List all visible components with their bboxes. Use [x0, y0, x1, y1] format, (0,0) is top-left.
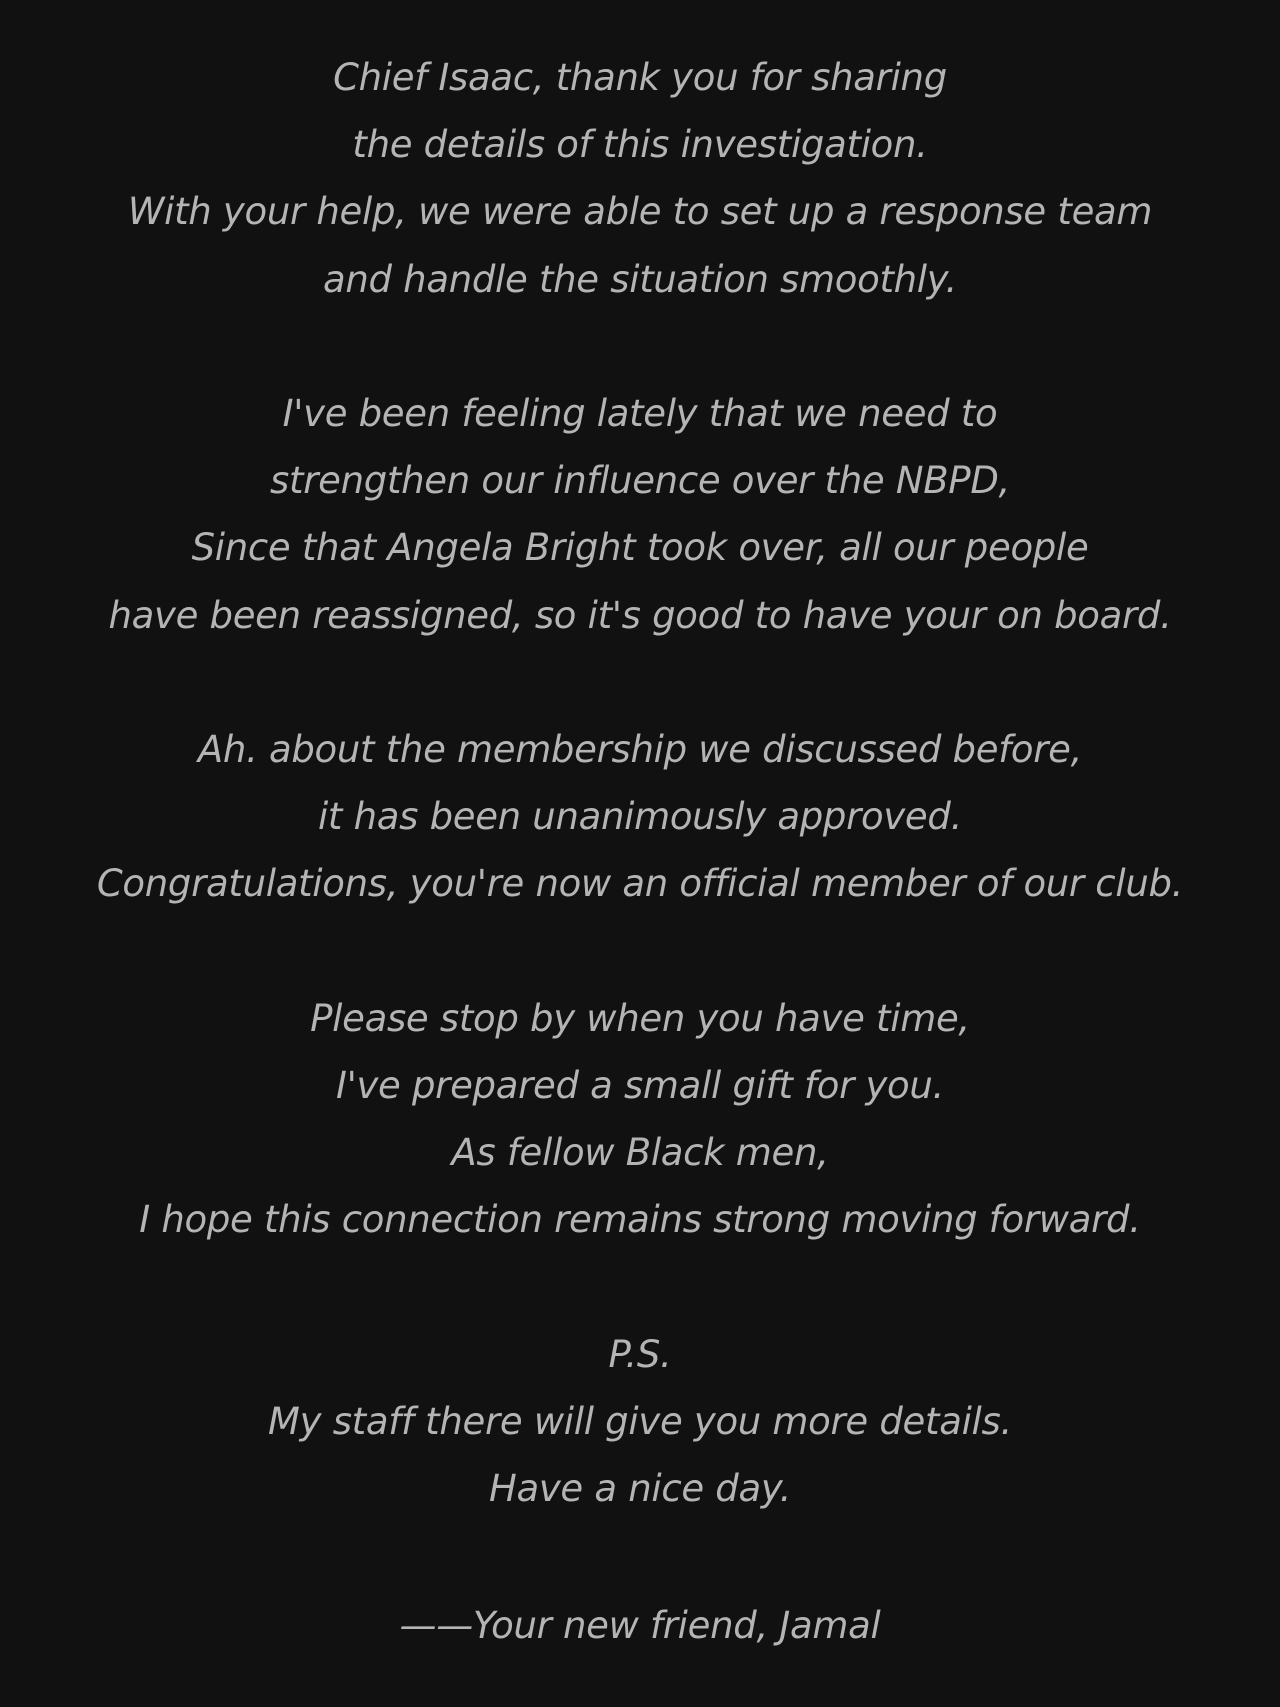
letter-line: and handle the situation smoothly. — [323, 257, 957, 301]
paragraph-gap — [0, 1253, 1280, 1320]
letter-line: it has been unanimously approved. — [317, 795, 963, 839]
letter-line: With your help, we were able to set up a response team — [127, 190, 1153, 234]
letter-line: Please stop by when you have time, — [310, 996, 970, 1040]
letter-line: Have a nice day. — [488, 1466, 792, 1510]
letter-line: I hope this connection remains strong moving forward. — [139, 1198, 1141, 1242]
letter-line: Congratulations, you're now an official member of our club. — [96, 862, 1184, 906]
letter-line: Ah. about the membership we discussed before, — [197, 727, 1083, 771]
letter-line: have been reassigned, so it's good to have your on board. — [108, 593, 1172, 637]
paragraph-membership — [0, 716, 1280, 918]
paragraph-gap — [0, 917, 1280, 984]
letter-line: As fellow Black men, — [451, 1131, 829, 1174]
letter-line: My staff there will give you more details. — [268, 1399, 1012, 1443]
letter-line: I've prepared a small gift for you. — [335, 1063, 945, 1107]
letter-line: Since that Angela Bright took over, all our people — [191, 526, 1089, 570]
paragraph-influence — [0, 380, 1280, 649]
paragraph-gap — [0, 649, 1280, 716]
letter-line: Chief Isaac, thank you for sharing — [333, 56, 947, 99]
letter-signature: ——Your new friend, Jamal — [399, 1604, 881, 1647]
letter-line: the details of this investigation. — [352, 123, 928, 167]
paragraph-postscript — [0, 1321, 1280, 1523]
paragraph-thanks — [0, 44, 1280, 313]
letter-line: I've been feeling lately that we need to — [282, 391, 998, 435]
letter-body — [0, 44, 1280, 1522]
letter-line: P.S. — [608, 1332, 672, 1376]
paragraph-invitation — [0, 985, 1280, 1254]
paragraph-gap — [0, 313, 1280, 380]
letter-line: strengthen our influence over the NBPD, — [270, 459, 1010, 503]
